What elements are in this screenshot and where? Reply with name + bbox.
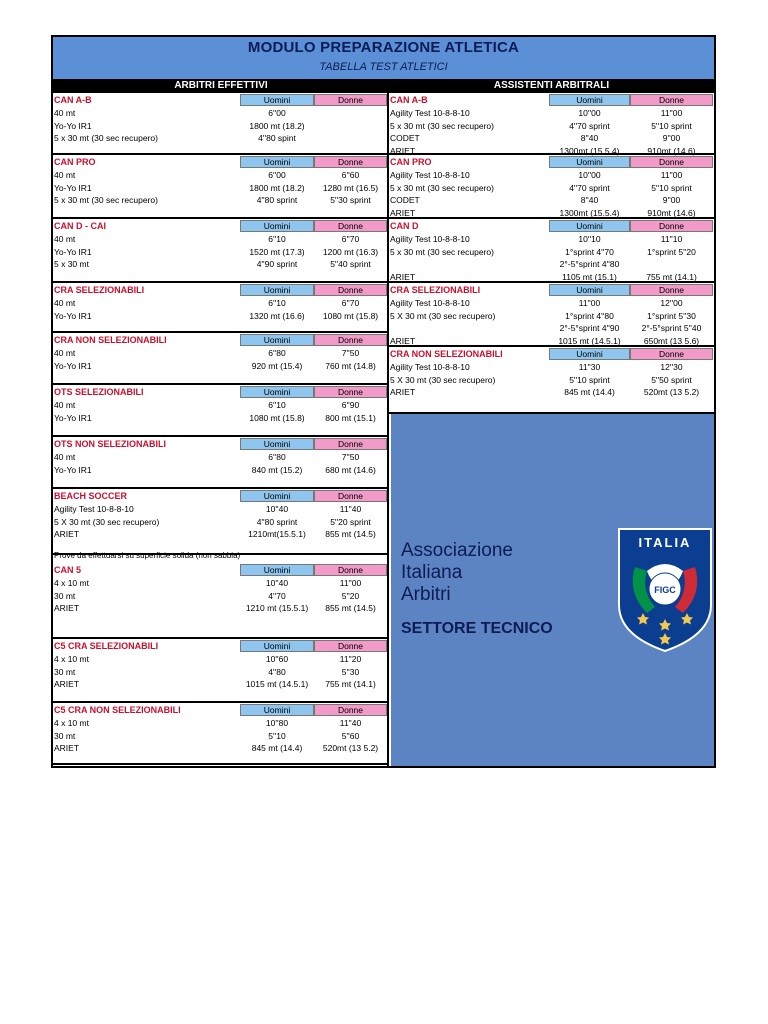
test-name: Agility Test 10-8-8-10 — [390, 298, 470, 308]
men-value: 11''00 — [578, 298, 601, 308]
test-section — [389, 155, 714, 219]
test-name: 40 mt — [54, 348, 76, 358]
women-value: 11''10 — [660, 234, 683, 244]
test-row — [389, 233, 714, 246]
test-row — [53, 360, 387, 373]
women-value: 11''00 — [339, 578, 362, 588]
test-name: 5 x 30 mt (30 sec recupero) — [54, 195, 158, 206]
test-name: Yo-Yo IR1 — [54, 464, 92, 475]
association-name — [401, 540, 513, 606]
test-name: 5 x 30 mt (30 sec recupero) — [390, 120, 494, 131]
women-value: 855 mt (14.5) — [325, 603, 376, 614]
test-row — [389, 271, 714, 284]
section-header — [53, 284, 387, 297]
women-column-header: Donne — [314, 94, 387, 106]
test-section — [389, 93, 714, 155]
men-value: 1°sprint 4''70 — [565, 246, 614, 257]
men-value: 1015 mt (14.5.1) — [558, 335, 621, 346]
association-line-1: Associazione — [401, 540, 513, 561]
test-row — [389, 322, 714, 335]
test-name: 40 mt — [54, 452, 76, 462]
test-name: 30 mt — [54, 590, 76, 601]
men-value: 1105 mt (15.1) — [562, 271, 617, 282]
test-row — [53, 399, 387, 412]
test-name: 30 mt — [54, 730, 76, 741]
sheet-header — [53, 37, 714, 79]
men-value: 6''00 — [268, 108, 286, 118]
test-name: ARIET — [390, 145, 416, 156]
women-value: 11''40 — [339, 504, 362, 514]
test-section — [53, 385, 387, 437]
test-row — [53, 742, 387, 755]
women-column-header: Donne — [314, 490, 387, 502]
women-column-header: Donne — [630, 94, 713, 106]
test-name: 4 x 10 mt — [54, 578, 89, 588]
men-value: 1210 mt (15.5.1) — [245, 603, 309, 614]
test-section — [53, 703, 387, 765]
test-row — [53, 194, 387, 207]
women-value: 9''00 — [662, 195, 681, 206]
women-value: 910mt (14.6) — [647, 207, 696, 218]
men-value: 1300mt (15.5.4) — [559, 145, 620, 156]
test-name: 5 x 30 mt (30 sec recupero) — [390, 182, 494, 193]
men-column-header: Uomini — [240, 640, 314, 652]
men-value: 4''80 — [268, 666, 286, 677]
section-title: CAN A-B — [390, 95, 428, 105]
women-value: 760 mt (14.8) — [325, 360, 376, 371]
women-column-header: Donne — [314, 386, 387, 398]
men-column-header: Uomini — [549, 156, 630, 168]
women-column-header: Donne — [630, 156, 713, 168]
test-name: 40 mt — [54, 108, 76, 118]
men-value: 4''80 sprint — [256, 516, 298, 527]
men-value: 2°-5°sprint 4''80 — [559, 259, 620, 270]
men-value: 6''10 — [268, 298, 286, 308]
test-row — [53, 182, 387, 195]
test-section — [53, 219, 387, 283]
women-value: 7''50 — [341, 452, 360, 462]
women-value: 11''40 — [339, 718, 362, 728]
test-name: Yo-Yo IR1 — [54, 182, 92, 193]
women-value: 520mt (13 5.2) — [643, 387, 700, 398]
logo-figc-text: FIGC — [654, 585, 676, 595]
test-section — [53, 155, 387, 219]
men-value: 6''10 — [268, 400, 286, 410]
section-title: CRA SELEZIONABILI — [54, 285, 145, 295]
men-value: 6''80 — [268, 452, 286, 462]
test-name: 5 x 30 mt — [54, 259, 89, 270]
test-section — [53, 93, 387, 155]
women-value: 12''00 — [660, 298, 683, 308]
test-name: CODET — [390, 195, 420, 206]
test-name: 5 x 30 mt (30 sec recupero) — [54, 133, 158, 144]
women-column-header: Donne — [314, 640, 387, 652]
test-row — [53, 107, 387, 120]
test-name: CODET — [390, 133, 420, 144]
test-row — [389, 310, 714, 323]
logo-italia-text: ITALIA — [638, 535, 692, 550]
women-value: 755 mt (14.1) — [325, 679, 376, 690]
men-value: 1800 mt (18.2) — [249, 182, 305, 193]
test-row — [53, 528, 387, 541]
men-column-header: Uomini — [240, 438, 314, 450]
section-title: C5 CRA NON SELEZIONABILI — [54, 705, 181, 715]
referees-column — [53, 93, 389, 766]
section-header — [389, 348, 714, 361]
men-value: 1300mt (15.5.4) — [559, 207, 620, 218]
women-value: 5''30 — [341, 666, 360, 677]
women-column-header: Donne — [314, 704, 387, 716]
test-name: Yo-Yo IR1 — [54, 310, 92, 321]
section-title: BEACH SOCCER — [54, 491, 128, 501]
women-value: 1080 mt (15.8) — [322, 310, 379, 321]
test-name: ARIET — [54, 603, 80, 614]
test-row — [389, 335, 714, 348]
test-name: 40 mt — [54, 400, 76, 410]
section-header — [53, 334, 387, 347]
test-name: 5 X 30 mt (30 sec recupero) — [390, 310, 496, 321]
section-title: CAN A-B — [54, 95, 92, 105]
women-value: 650mt (13 5.6) — [643, 335, 700, 346]
section-header — [53, 640, 387, 653]
branding-panel — [391, 414, 714, 766]
test-section — [53, 551, 387, 639]
test-row — [53, 678, 387, 691]
men-column-header: Uomini — [549, 348, 630, 360]
women-value: 11''00 — [660, 108, 683, 118]
section-title: CAN PRO — [54, 157, 96, 167]
test-name: 5 x 30 mt (30 sec recupero) — [390, 246, 494, 257]
test-name: 4 x 10 mt — [54, 654, 89, 664]
men-value: 1800 mt (18.2) — [249, 120, 305, 131]
test-name: 40 mt — [54, 170, 76, 180]
women-value: 9''00 — [662, 133, 681, 144]
section-title: C5 CRA SELEZIONABILI — [54, 641, 159, 651]
association-line-2: Italiana — [401, 562, 463, 583]
men-value: 4''70 — [268, 590, 286, 601]
surface-note: Prove da effettuarsi su superficie solida (non sabbia) — [54, 551, 241, 560]
men-column-header: Uomini — [240, 704, 314, 716]
men-value: 4''70 sprint — [569, 120, 610, 131]
women-value: 5''20 — [341, 590, 360, 601]
section-header — [53, 490, 387, 503]
men-value: 1080 mt (15.8) — [249, 412, 305, 423]
test-name: Agility Test 10-8-8-10 — [54, 504, 134, 514]
test-row — [53, 347, 387, 360]
women-value: 6''90 — [341, 400, 360, 410]
test-row — [53, 258, 387, 271]
test-section — [53, 639, 387, 703]
section-title: CRA SELEZIONABILI — [390, 285, 481, 295]
test-section — [389, 219, 714, 283]
men-value: 10''40 — [265, 578, 289, 588]
test-row — [53, 120, 387, 133]
test-row — [389, 297, 714, 310]
test-row — [53, 233, 387, 246]
test-name: 40 mt — [54, 298, 76, 308]
test-section — [53, 333, 387, 385]
section-header — [53, 156, 387, 169]
women-value: 11''20 — [339, 654, 362, 664]
women-column-header: Donne — [314, 220, 387, 232]
men-value: 840 mt (15.2) — [251, 464, 303, 475]
women-column-header: Donne — [314, 334, 387, 346]
test-name: Agility Test 10-8-8-10 — [390, 234, 470, 244]
men-column-header: Uomini — [549, 284, 630, 296]
test-row — [389, 107, 714, 120]
test-name: ARIET — [390, 271, 416, 282]
men-column-header: Uomini — [549, 220, 630, 232]
women-value: 6''60 — [341, 170, 360, 180]
women-value: 755 mt (14.1) — [646, 271, 697, 282]
test-section — [389, 347, 714, 414]
test-row — [53, 451, 387, 464]
test-row — [53, 516, 387, 529]
men-value: 920 mt (15.4) — [251, 360, 303, 371]
men-column-header: Uomini — [240, 220, 314, 232]
test-row — [389, 169, 714, 182]
test-row — [53, 169, 387, 182]
women-value: 520mt (13 5.2) — [322, 743, 379, 754]
section-header — [53, 386, 387, 399]
test-row — [389, 361, 714, 374]
test-section — [53, 437, 387, 489]
test-section — [53, 489, 387, 555]
test-name: 4 x 10 mt — [54, 718, 89, 728]
men-column-header: Uomini — [549, 94, 630, 106]
test-name: Yo-Yo IR1 — [54, 360, 92, 371]
figc-shield-logo — [617, 527, 713, 653]
women-value: 1200 mt (16.3) — [322, 246, 379, 257]
test-row — [53, 297, 387, 310]
women-value: 800 mt (15.1) — [325, 412, 376, 423]
women-value: 6''70 — [341, 298, 360, 308]
women-value: 5''10 sprint — [651, 120, 692, 131]
men-value: 5''10 sprint — [569, 374, 610, 385]
test-row — [53, 730, 387, 743]
page-subtitle: TABELLA TEST ATLETICI — [319, 61, 448, 73]
test-row — [389, 120, 714, 133]
men-value: 1015 mt (14.5.1) — [245, 679, 309, 690]
women-column-header: Donne — [314, 156, 387, 168]
test-row — [389, 182, 714, 195]
men-value: 10''40 — [265, 504, 289, 514]
page-title: MODULO PREPARAZIONE ATLETICA — [247, 39, 520, 56]
section-title: CRA NON SELEZIONABILI — [54, 335, 167, 345]
section-header — [53, 94, 387, 107]
women-value: 7''50 — [341, 348, 360, 358]
test-name: ARIET — [54, 679, 80, 690]
men-value: 10''00 — [578, 108, 601, 118]
test-row — [53, 246, 387, 259]
men-value: 8''40 — [580, 133, 599, 144]
women-column-header: Donne — [314, 284, 387, 296]
women-column-header: Donne — [314, 564, 387, 576]
test-row — [389, 207, 714, 220]
test-name: ARIET — [54, 529, 80, 540]
section-title: CRA NON SELEZIONABILI — [390, 349, 503, 359]
women-value: 5''60 — [341, 730, 360, 741]
women-column-header: Donne — [314, 438, 387, 450]
women-value: 1°sprint 5''20 — [647, 246, 696, 257]
test-row — [53, 464, 387, 477]
test-row — [53, 590, 387, 603]
left-column-heading: ARBITRI EFFETTIVI — [53, 79, 389, 93]
section-header — [389, 94, 714, 107]
test-row — [53, 653, 387, 666]
test-row — [389, 132, 714, 145]
women-column-header: Donne — [630, 220, 713, 232]
test-name: Yo-Yo IR1 — [54, 246, 92, 257]
test-name: Agility Test 10-8-8-10 — [390, 108, 470, 118]
women-value: 5''30 sprint — [330, 195, 371, 206]
men-value: 2°-5°sprint 4''90 — [559, 323, 620, 334]
section-header — [53, 564, 387, 577]
men-value: 8''40 — [580, 195, 599, 206]
women-value: 910mt (14.6) — [647, 145, 696, 156]
test-row — [389, 246, 714, 259]
men-column-header: Uomini — [240, 156, 314, 168]
women-value: 2°-5°sprint 5''40 — [641, 323, 702, 334]
sector-name: SETTORE TECNICO — [401, 620, 553, 637]
test-row — [53, 412, 387, 425]
section-title: OTS NON SELEZIONABILI — [54, 439, 167, 449]
test-row — [53, 717, 387, 730]
men-value: 4''90 sprint — [256, 259, 298, 270]
test-name: 40 mt — [54, 234, 76, 244]
section-title: CAN PRO — [390, 157, 432, 167]
men-column-header: Uomini — [240, 490, 314, 502]
test-name: ARIET — [390, 207, 416, 218]
women-value: 680 mt (14.6) — [325, 464, 376, 475]
section-header — [389, 220, 714, 233]
section-title: CAN D - CAI — [54, 221, 106, 231]
women-value: 12''30 — [660, 362, 683, 372]
men-value: 1210mt(15.5.1) — [248, 529, 306, 540]
men-value: 4''70 sprint — [569, 182, 610, 193]
women-value: 6''70 — [341, 234, 360, 244]
test-name: ARIET — [390, 387, 416, 398]
men-value: 11''30 — [578, 362, 601, 372]
men-value: 6''80 — [268, 348, 286, 358]
men-column-header: Uomini — [240, 284, 314, 296]
right-column-heading: ASSISTENTI ARBITRALI — [389, 79, 714, 93]
women-value: 855 mt (14.5) — [325, 529, 376, 540]
women-value: 5''50 sprint — [651, 374, 692, 385]
men-column-header: Uomini — [240, 386, 314, 398]
women-column-header: Donne — [630, 284, 713, 296]
test-section — [389, 283, 714, 347]
test-row — [53, 310, 387, 323]
men-value: 5''10 — [268, 730, 286, 741]
test-name: Agility Test 10-8-8-10 — [390, 170, 470, 180]
men-value: 1520 mt (17.3) — [249, 246, 305, 257]
men-value: 1°sprint 4''80 — [565, 310, 614, 321]
men-value: 845 mt (14.4) — [251, 743, 303, 754]
men-value: 10''60 — [265, 654, 289, 664]
test-row — [53, 577, 387, 590]
section-header — [53, 438, 387, 451]
men-column-header: Uomini — [240, 94, 314, 106]
women-column-header: Donne — [630, 348, 713, 360]
test-row — [53, 666, 387, 679]
test-row — [389, 258, 714, 271]
women-value: 5''20 sprint — [330, 516, 371, 527]
men-value: 10''00 — [578, 170, 601, 180]
test-row — [53, 132, 387, 145]
test-section — [53, 283, 387, 333]
test-name: ARIET — [390, 335, 416, 346]
test-row — [389, 386, 714, 399]
men-value: 10''10 — [578, 234, 601, 244]
test-row — [53, 503, 387, 516]
women-value: 1280 mt (16.5) — [322, 182, 379, 193]
women-value: 5''40 sprint — [330, 259, 371, 270]
section-header — [389, 284, 714, 297]
section-title: CAN 5 — [54, 565, 82, 575]
test-row — [389, 194, 714, 207]
test-name: 5 X 30 mt (30 sec recupero) — [390, 374, 496, 385]
section-header — [53, 220, 387, 233]
men-value: 845 mt (14.4) — [564, 387, 615, 398]
test-name: Yo-Yo IR1 — [54, 412, 92, 423]
men-column-header: Uomini — [240, 334, 314, 346]
test-name: ARIET — [54, 743, 80, 754]
test-sheet — [51, 35, 716, 768]
men-value: 10''80 — [265, 718, 289, 728]
test-row — [53, 602, 387, 615]
men-value: 1320 mt (16.6) — [249, 310, 305, 321]
test-name: Agility Test 10-8-8-10 — [390, 362, 470, 372]
women-value: 11''00 — [660, 170, 683, 180]
section-title: OTS SELEZIONABILI — [54, 387, 144, 397]
section-header — [53, 704, 387, 717]
men-column-header: Uomini — [240, 564, 314, 576]
women-value: 1°sprint 5''30 — [647, 310, 696, 321]
test-row — [389, 374, 714, 387]
section-title: CAN D — [390, 221, 419, 231]
men-value: 4''80 sprint — [256, 195, 298, 206]
test-name: Yo-Yo IR1 — [54, 120, 92, 131]
men-value: 6''10 — [268, 234, 286, 244]
test-name: 5 X 30 mt (30 sec recupero) — [54, 516, 160, 527]
men-value: 4''80 spint — [258, 133, 296, 144]
test-name: 30 mt — [54, 666, 76, 677]
men-value: 6''00 — [268, 170, 286, 180]
women-value: 5''10 sprint — [651, 182, 692, 193]
section-header — [389, 156, 714, 169]
association-line-3: Arbitri — [401, 584, 451, 605]
